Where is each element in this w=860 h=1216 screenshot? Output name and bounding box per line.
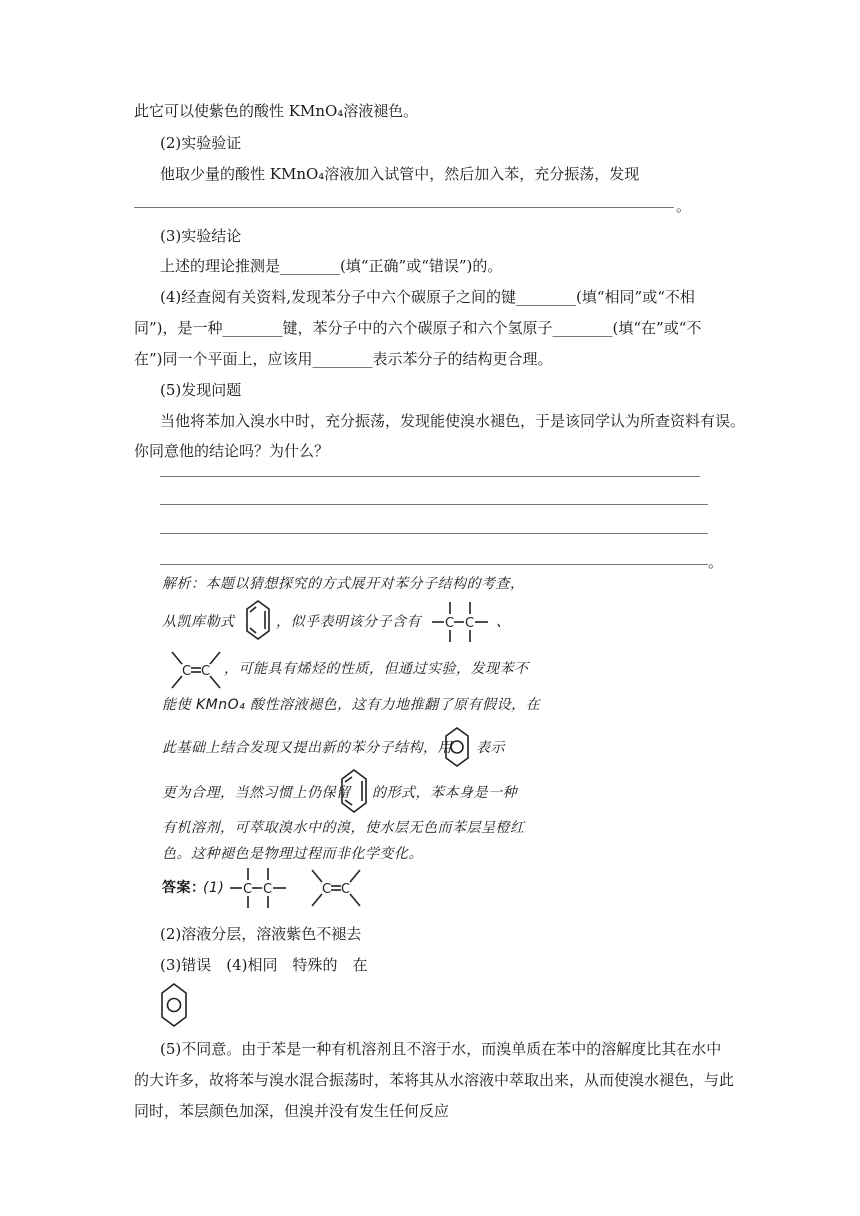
analysis-line: 色。这种褪色是物理过程而非化学变化。 [162,846,423,862]
analysis-line: 解析：本题以猜想探究的方式展开对苯分子结构的考查， [162,576,525,592]
answer-line: 同时，苯层颜色加深，但溴并没有发生任何反应 [134,1102,450,1120]
benzene-ring-icon [444,726,470,768]
text-line: 你同意他的结论吗？为什么？ [134,442,330,460]
answer-blank[interactable] [134,207,674,208]
text-line: 他取少量的酸性 KMnO₄溶液加入试管中，然后加入苯，充分振荡，发现 [160,165,640,183]
carbon-label: C [182,664,192,679]
answer-line: (5)不同意。由于苯是一种有机溶剂且不溶于水，而溴单质在苯中的溶解度比其在水中 [160,1040,722,1058]
answer-item-number: (1) [203,880,225,896]
single-bond-structure-icon [430,600,492,644]
carbon-label: C [341,882,351,897]
analysis-line: 、 [496,614,511,630]
analysis-line: 更为合理，当然习惯上仍保留 [162,785,351,801]
analysis-line: 从凯库勒式 [162,614,235,630]
double-bond-structure-icon [170,648,222,692]
text-line: (4)经查阅有关资料,发现苯分子中六个碳原子之间的键________(填“相同”或“不相 [160,288,695,306]
kekule-structure-icon [340,768,368,814]
analysis-line: 表示 [476,740,505,756]
kekule-structure-icon [245,599,271,641]
answer-blank[interactable] [160,533,708,534]
analysis-line: ，可能具有烯烃的性质，但通过实验，发现苯不 [224,661,529,677]
single-bond-structure-icon [228,866,290,910]
analysis-line: 的形式，苯本身是一种 [372,785,517,801]
answer-blank[interactable] [160,504,708,505]
carbon-label: C [201,664,211,679]
answer-blank[interactable] [160,564,708,565]
section-heading: (3)实验结论 [160,227,242,245]
carbon-label: C [465,616,475,631]
text-line: 同”)，是一种________键，苯分子中的六个碳原子和六个氢原子________(填“在”或“不 [134,319,702,337]
analysis-line: ，似乎表明该分子含有 [276,614,421,630]
answer-line: 的大许多，故将苯与溴水混合振荡时，苯将其从水溶液中萃取出来，从而使溴水褪色，与此 [134,1071,735,1089]
carbon-label: C [322,882,332,897]
answer-label: 答案： [162,880,206,896]
carbon-label: C [445,616,455,631]
analysis-line: 有机溶剂，可萃取溴水中的溴，使水层无色而苯层呈橙红 [162,820,525,836]
benzene-ring-icon [160,982,188,1028]
text-line: 在”)同一个平面上，应该用________表示苯分子的结构更合理。 [134,350,553,368]
text-line: 上述的理论推测是________(填“正确”或“错误”)的。 [160,257,503,275]
section-heading: (5)发现问题 [160,381,242,399]
answer-line: (2)溶液分层，溶液紫色不褪去 [160,925,362,943]
answer-line: (3)错误 (4)相同 特殊的 在 [160,956,368,974]
analysis-line: 能使 KMnO₄ 酸性溶液褪色，这有力地推翻了原有假设，在 [162,697,541,713]
text-line: 当他将苯加入溴水中时，充分振荡，发现能使溴水褪色，于是该同学认为所查资料有误。 [160,412,746,430]
section-heading: (2)实验验证 [160,134,242,152]
carbon-label: C [243,882,253,897]
text-line: 此它可以使紫色的酸性 KMnO₄溶液褪色。 [134,102,419,120]
period: 。 [676,197,692,215]
double-bond-structure-icon [310,866,362,910]
answer-blank[interactable] [160,476,700,477]
period: 。 [708,553,724,571]
analysis-line: 此基础上结合发现又提出新的苯分子结构，用 [162,740,452,756]
carbon-label: C [263,882,273,897]
